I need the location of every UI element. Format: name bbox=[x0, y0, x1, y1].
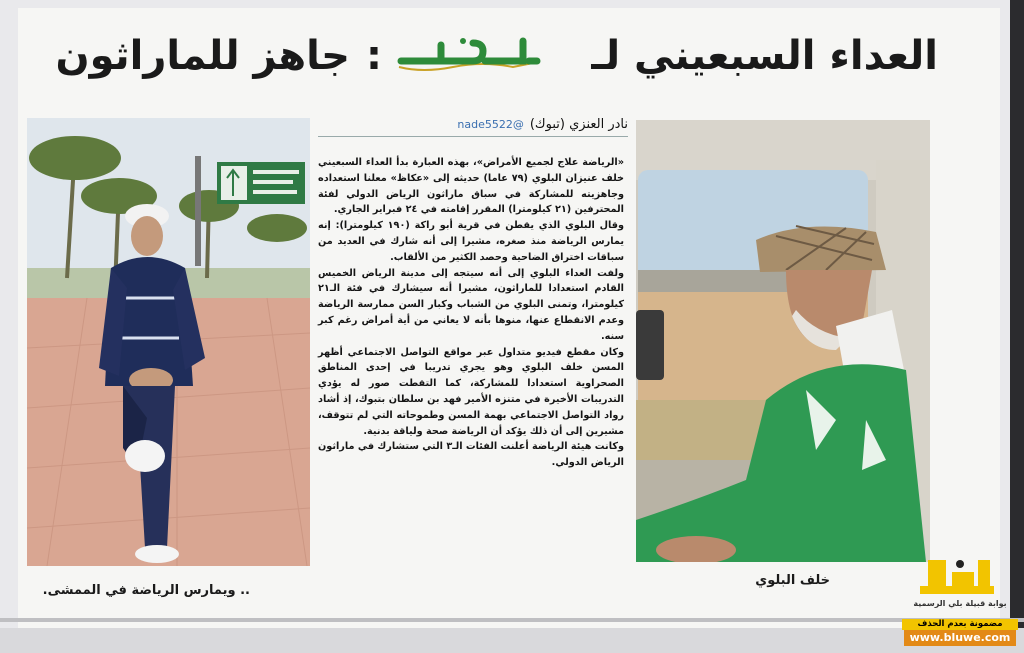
headline-left: جاهز للماراثون bbox=[55, 33, 350, 79]
twitter-handle: @nade5522 bbox=[457, 118, 524, 131]
caption-right: خلف البلوي bbox=[755, 573, 830, 588]
article-paragraph: وقال البلوي الذي يقطن في قرية أبو راكة (١٩٠ كيلومترا): إنه يمارس الرياضة منذ صغره، مشيرا إلى أنه شارك في العديد من سباقات اختراق الضاحية وحصد الكثير من الألقاب. bbox=[318, 220, 624, 263]
caption-left: .. ويمارس الرياضة في الممشى. bbox=[42, 583, 250, 598]
byline-rule bbox=[318, 136, 628, 137]
article-paragraph: «الرياضة علاج لجميع الأمراض»، بهذه العبارة بدأ العداء السبعيني خلف عنيزان البلوي (٧٩ عاما) حديثه إلى «عكاظ» معلنا استعداده وجاهزيته للمشاركة في سباق ماراثون الرياض الدولي لفئة المحترفين (٢١ كيلومترا) المقرر إقامته في ٢٤ فبراير الجاري. bbox=[318, 157, 625, 216]
walking-man-photo bbox=[27, 118, 310, 566]
watermark-line1: بوابة قبيلة بلي الرسمية bbox=[913, 599, 1007, 608]
watermark-url: www.bluwe.com bbox=[904, 630, 1016, 646]
man-in-car-photo bbox=[636, 120, 930, 562]
article-body bbox=[318, 155, 624, 560]
scan-bottom bbox=[0, 628, 1024, 653]
okaz-logo bbox=[393, 33, 543, 79]
headline-colon: : bbox=[366, 33, 382, 79]
article-paragraph: وكانت هيئة الرياضة أعلنت الفئات الـ٣ التي ستشارك في ماراثون الرياض الدولي. bbox=[318, 441, 624, 469]
article-paragraph: ولفت العداء البلوي إلى أنه سيتجه إلى مدينة الرياض الخميس القادم استعدادا للماراثون، مشيرا أنه سيشارك في فئة الـ٢١ كيلومترا، وتمنى البلوي من الشباب وكبار السن ممارسة الرياضة وعدم الانقطاع عنها، منوها بأنه لا يعاني من أية أمراض رغم كبر سنه. bbox=[318, 267, 624, 342]
watermark-line2: مضمونة بعدم الحذف bbox=[902, 619, 1018, 630]
headline-right: العداء السبعيني لـ bbox=[591, 33, 938, 79]
author-name: نادر العنزي (تبوك) bbox=[529, 117, 628, 132]
divider bbox=[0, 618, 1024, 622]
byline bbox=[418, 116, 628, 134]
article-paragraph: وكان مقطع فيديو متداول عبر مواقع التواصل الاجتماعي أظهر المسن خلف البلوي وهو يجري تدريبا في إحدى المناطق الصحراوية استعدادا للمشاركة، كما التقطت صور له يؤدي التدريبات الأخيرة في متنزه الأمير فهد بن سلطان بتبوك، إذ أشاد رواد التواصل الاجتماعي بهمة المسن وطموحاته التي لم تتوقف، مشيرين إلى أن ذلك يؤكد أن الرياضة صحة ولياقة بدنية. bbox=[318, 346, 624, 437]
